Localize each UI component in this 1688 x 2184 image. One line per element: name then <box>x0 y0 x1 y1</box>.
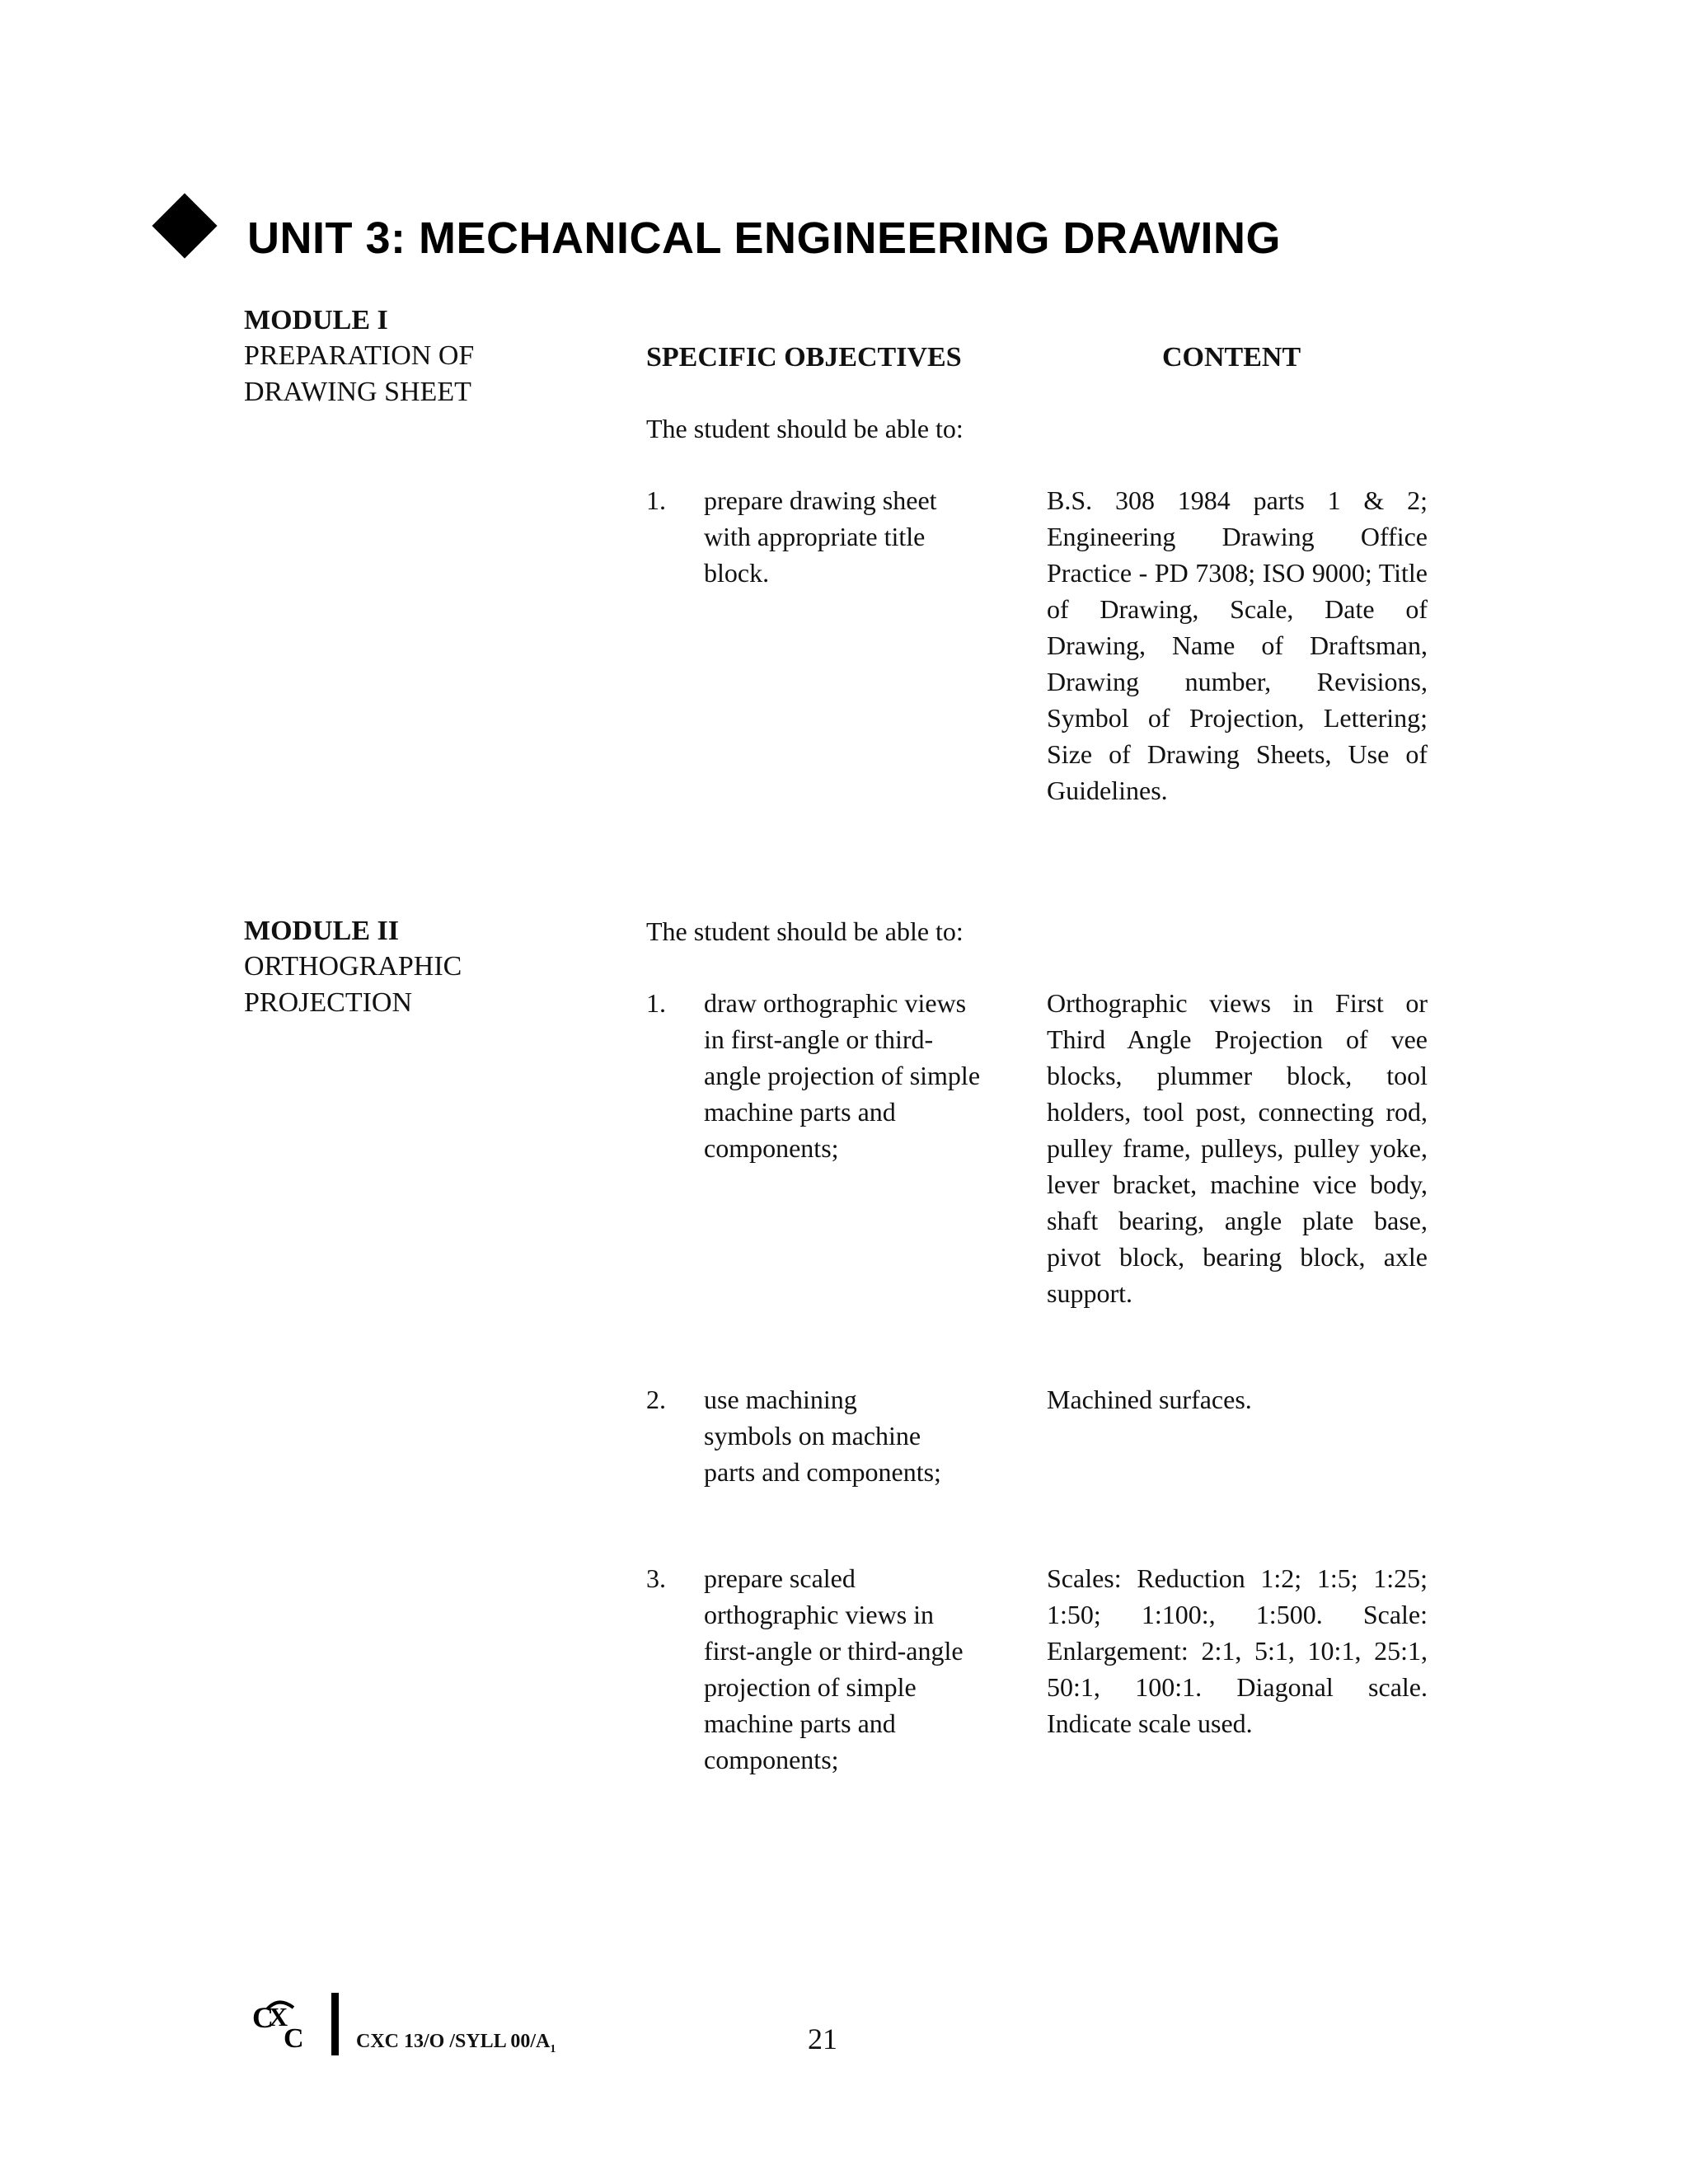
module-2-intro: The student should be able to: <box>646 916 964 946</box>
unit-title: UNIT 3: MECHANICAL ENGINEERING DRAWING <box>247 213 1282 263</box>
module-1-number: MODULE I <box>244 305 388 335</box>
content-header: CONTENT <box>1162 342 1301 373</box>
module-2-item-3-number: 3. <box>646 1563 666 1593</box>
module-1-item-1-content: B.S. 308 1984 parts 1 & 2; Engineering Drawing Office Practice - PD 7308; ISO 9000; Title of Drawing, Scale, Date of Drawing, Name of Draftsman, Drawing number, Revisions, Symbol of Projection, Lettering; Size of Drawing Sheets, Use of Guidelines. <box>1047 485 1428 805</box>
syllabus-code-subscript: 1 <box>550 2042 556 2055</box>
module-1-intro: The student should be able to: <box>646 414 964 443</box>
module-2-item-2-objective: use machining symbols on machine parts and components; <box>704 1385 941 1487</box>
svg-text:C: C <box>252 2001 274 2034</box>
module-1-title: PREPARATION OF DRAWING SHEET <box>244 340 475 407</box>
footer-divider <box>331 1993 339 2055</box>
page-number: 21 <box>808 2022 837 2055</box>
module-1-item-1-objective: prepare drawing sheet with appropriate title block. <box>704 485 937 588</box>
module-2-title: ORTHOGRAPHIC PROJECTION <box>244 951 462 1018</box>
cxc-logo <box>251 1993 312 2054</box>
svg-text:C: C <box>284 2023 304 2054</box>
module-2-item-1-content: Orthographic views in First or Third Angle Projection of vee blocks, plummer block, tool holders, tool post, connecting rod, pulley frame, pulleys, pulley yoke, lever bracket, machine vice body, shaft bearing, angle plate base, pivot block, bearing block, axle support. <box>1047 988 1428 1308</box>
module-2-item-2-number: 2. <box>646 1385 666 1414</box>
module-2-item-3-objective: prepare scaled orthographic views in first-angle or third-angle projection of simple machine parts and components; <box>704 1563 964 1774</box>
objectives-header: SPECIFIC OBJECTIVES <box>646 342 962 373</box>
syllabus-code <box>356 2029 556 2062</box>
module-2-item-1-objective: draw orthographic views in first-angle or third-angle projection of simple machine parts and components; <box>704 988 981 1163</box>
module-2-item-2-content: Machined surfaces. <box>1047 1385 1252 1414</box>
svg-text:X: X <box>269 2002 288 2032</box>
module-2-number: MODULE II <box>244 916 399 946</box>
module-2-item-3-content: Scales: Reduction 1:2; 1:5; 1:25; 1:50; 1:100:, 1:500. Scale: Enlargement: 2:1, 5:1, 10:1, 25:1, 50:1, 100:1. Diagonal scale. Indicate scale used. <box>1047 1563 1428 1738</box>
unit-diamond-bullet <box>152 193 217 258</box>
syllabus-code-text: CXC 13/O /SYLL 00/A <box>356 2031 551 2052</box>
module-1-item-1-number: 1. <box>646 485 666 515</box>
module-2-item-1-number: 1. <box>646 988 666 1018</box>
